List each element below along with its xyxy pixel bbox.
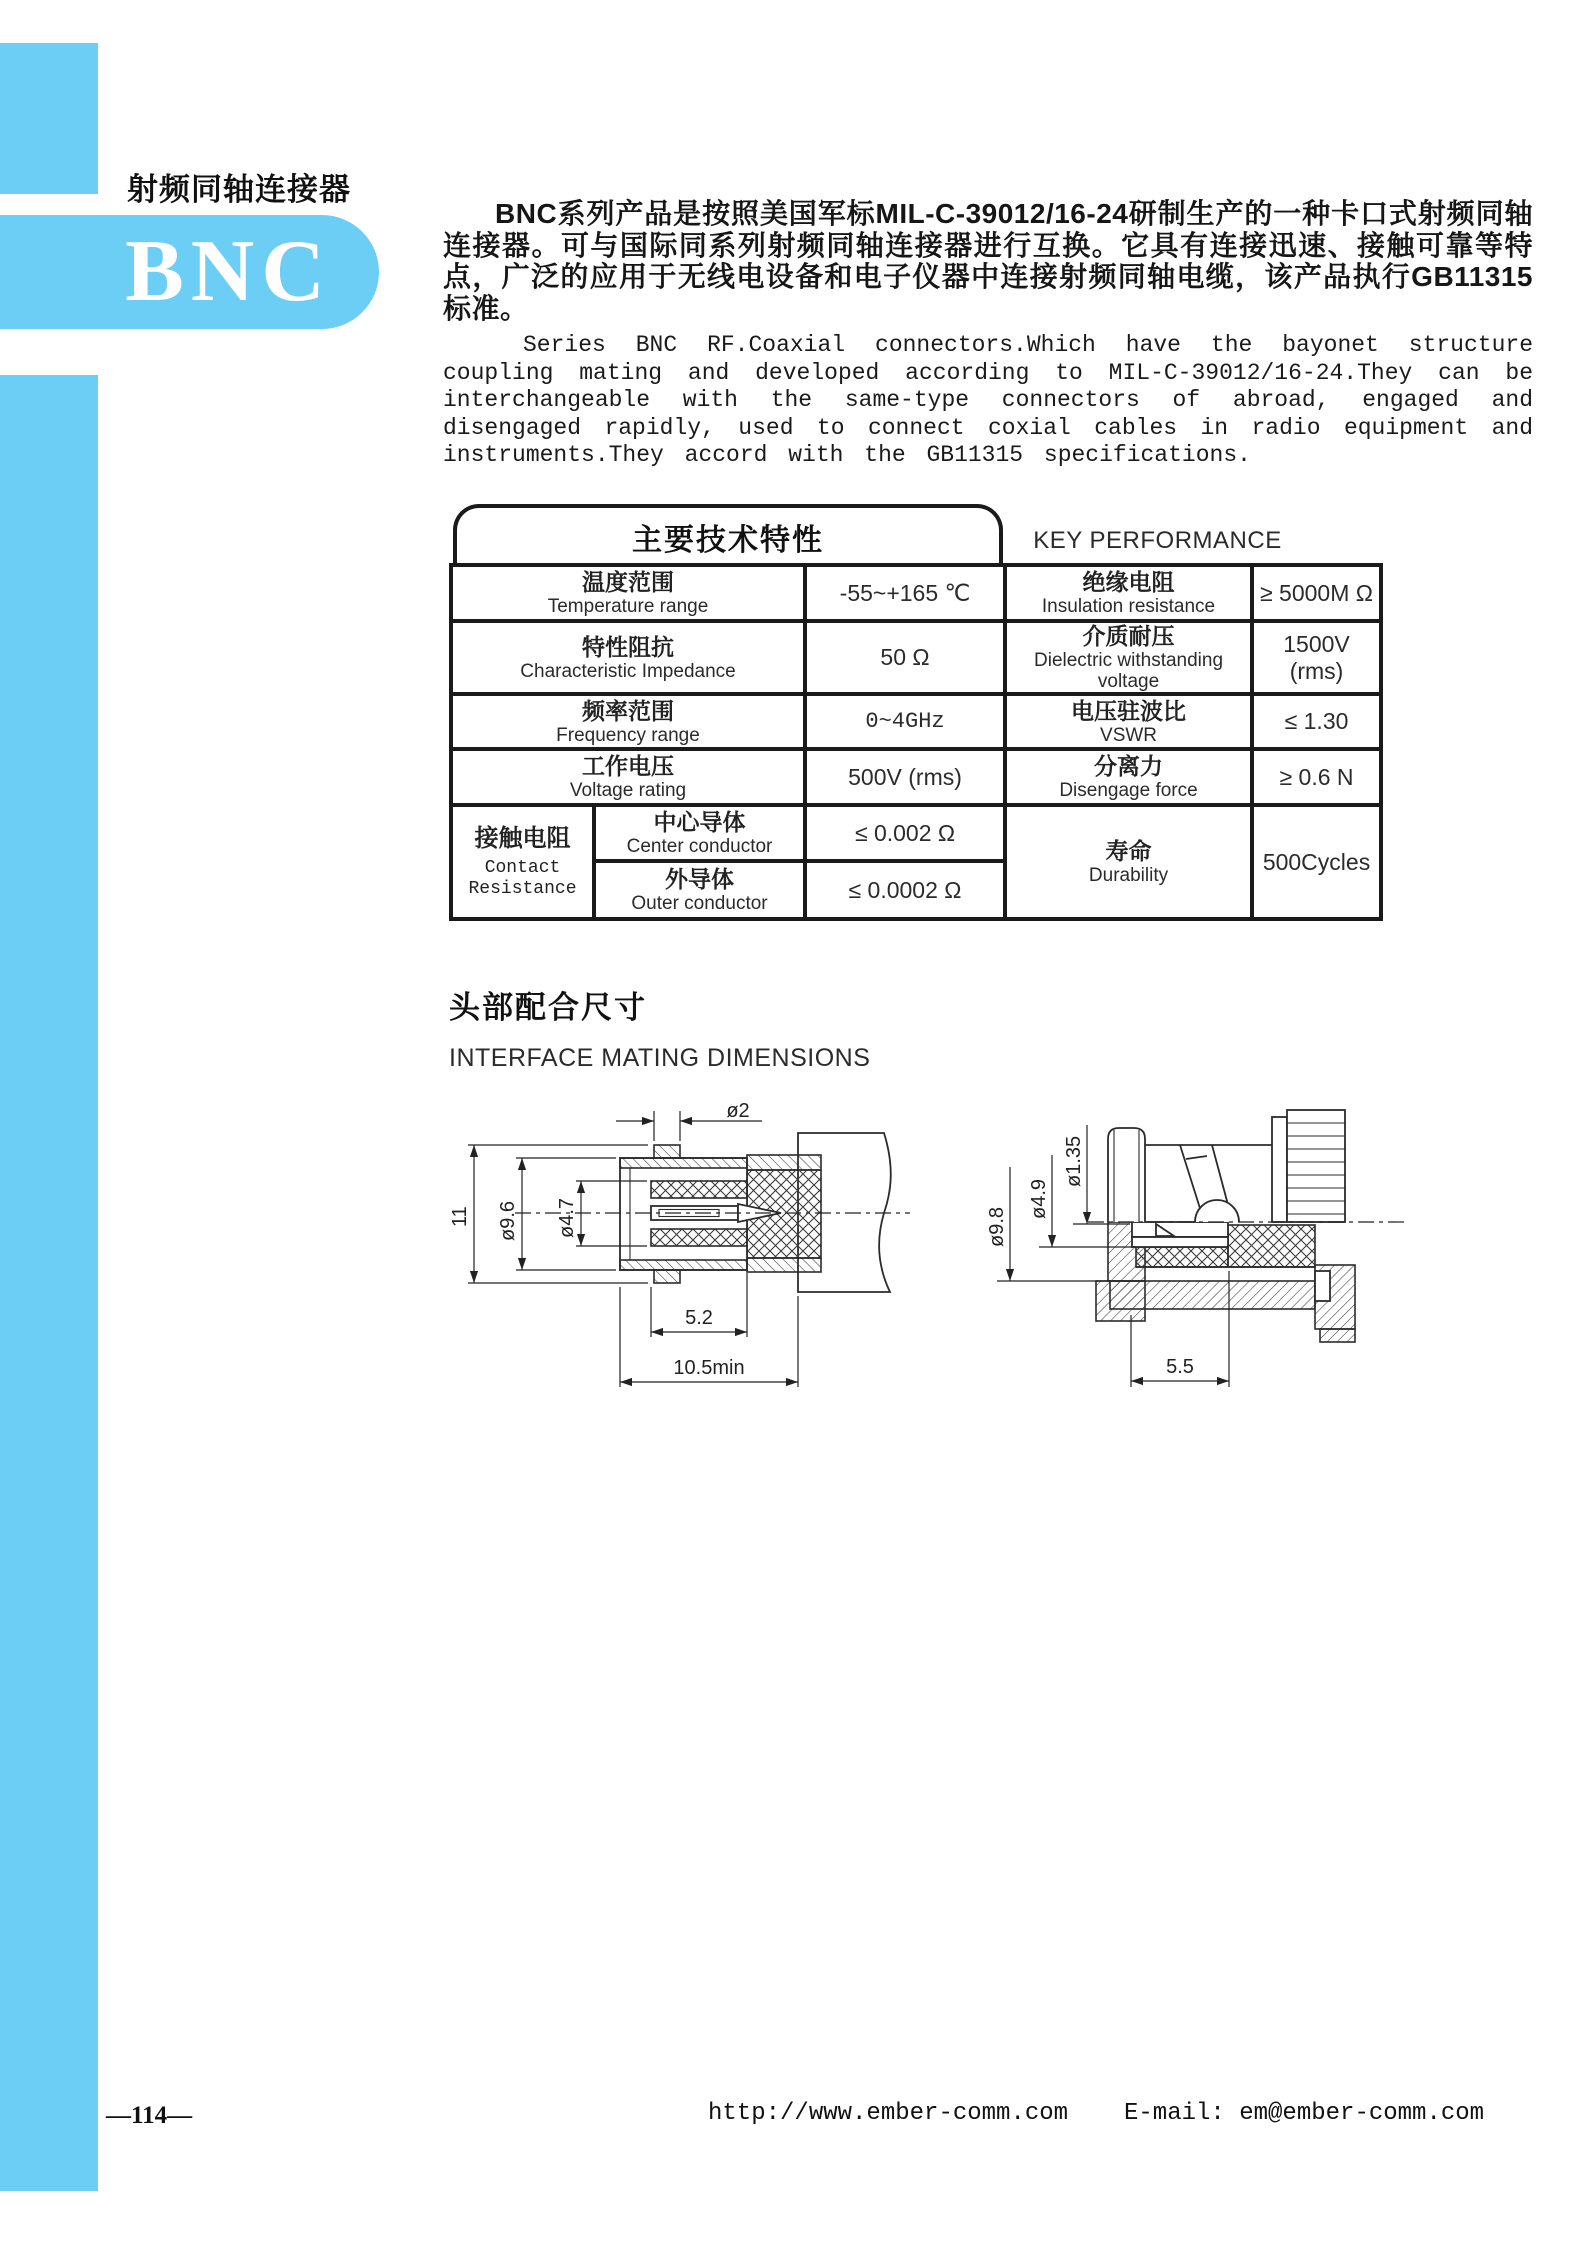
dim-label-jack-shell-dia: ø9.8 (986, 1206, 1008, 1247)
param-disengage-force: 分离力 Disengage force (1005, 749, 1252, 805)
accent-side-strip (0, 375, 98, 2191)
dim-label-plug-insulator-depth: 5.2 (685, 1307, 713, 1329)
key-performance-label: KEY PERFORMANCE (1033, 527, 1282, 554)
value-dielectric-voltage: 1500V (rms) (1252, 621, 1381, 694)
value-center-conductor: ≤ 0.002 Ω (805, 805, 1005, 861)
dim-label-plug-pin-dia: ø2 (726, 1100, 750, 1122)
jack-interface-drawing (960, 1075, 1440, 1405)
dim-label-jack-pin-dia: ø1.35 (1063, 1135, 1085, 1187)
row-temperature-range (451, 565, 1381, 621)
param-dielectric-voltage: 介质耐压 Dielectric withstanding voltage (1005, 621, 1252, 694)
value-outer-conductor: ≤ 0.0002 Ω (805, 861, 1005, 919)
plug-interface-drawing (440, 1075, 920, 1400)
plug-body-section (620, 1145, 821, 1283)
intro-block (443, 198, 1533, 470)
series-code: BNC (125, 223, 332, 320)
dim-label-plug-insulator-dia: ø4.7 (556, 1197, 578, 1238)
spec-table-title: 主要技术特性 (453, 504, 1003, 565)
mating-section-title-zh: 头部配合尺寸 (449, 990, 647, 1025)
spec-table (449, 563, 1383, 921)
row-contact-resistance-center (451, 805, 1381, 861)
value-durability: 500Cycles (1252, 805, 1381, 919)
row-frequency-range (451, 694, 1381, 749)
value-impedance: 50 Ω (805, 621, 1005, 694)
mating-section-title-en: INTERFACE MATING DIMENSIONS (449, 1044, 871, 1072)
value-vswr: ≤ 1.30 (1252, 694, 1381, 749)
dim-label-plug-shell-dia: ø9.6 (497, 1200, 519, 1241)
series-banner (0, 215, 379, 329)
param-insulation-resistance: 绝缘电阻 Insulation resistance (1005, 565, 1252, 621)
website-url: http://www.ember-comm.com (708, 2100, 1069, 2127)
param-vswr: 电压驻波比 VSWR (1005, 694, 1252, 749)
plug-center-pin (651, 1206, 738, 1220)
row-voltage-rating (451, 749, 1381, 805)
param-impedance: 特性阻抗 Characteristic Impedance (451, 621, 805, 694)
email-address: E-mail: em@ember-comm.com (1124, 2100, 1485, 2127)
category-title: 射频同轴连接器 (127, 172, 351, 207)
param-frequency-range: 频率范围 Frequency range (451, 694, 805, 749)
dim-label-plug-height: 11 (449, 1206, 471, 1227)
intro-paragraph-zh: BNC系列产品是按照美国军标MIL-C-39012/16-24研制生产的一种卡口式射频同轴连接器。可与国际同系列射频同轴连接器进行互换。它具有连接迅速、接触可靠等特点，广泛的应用于无线电设备和电子仪器中连接射频同轴电缆，该产品执行GB11315标准。 (443, 198, 1533, 324)
param-center-conductor: 中心导体 Center conductor (594, 805, 805, 861)
jack-body-section (1096, 1222, 1355, 1342)
param-durability: 寿命 Durability (1005, 805, 1252, 919)
value-voltage-rating: 500V (rms) (805, 749, 1005, 805)
jack-bayonet-pin (1195, 1200, 1239, 1222)
intro-paragraph-en: Series BNC RF.Coaxial connectors.Which have the bayonet structure coupling mating and developed according to MIL-C-39012/16-24.They can be interchangeable with the same-type connectors of abroad, engaged and disengaged rapidly, used to connect coxial cables in radio equipment and instruments.They accord with the GB11315 specifications. (443, 332, 1533, 469)
jack-top-outline (1108, 1110, 1345, 1222)
dim-label-jack-recess-depth: 5.5 (1166, 1356, 1194, 1378)
param-voltage-rating: 工作电压 Voltage rating (451, 749, 805, 805)
jack-knurled-nut (1287, 1110, 1345, 1222)
row-impedance (451, 621, 1381, 694)
dim-label-plug-engage-length: 10.5min (673, 1357, 745, 1379)
param-temperature-range: 温度范围 Temperature range (451, 565, 805, 621)
dim-label-jack-insulator-dia: ø4.9 (1028, 1178, 1050, 1219)
param-outer-conductor: 外导体 Outer conductor (594, 861, 805, 919)
value-temperature-range: -55~+165 ℃ (805, 565, 1005, 621)
value-disengage-force: ≥ 0.6 N (1252, 749, 1381, 805)
page-number: —114— (106, 2102, 193, 2129)
accent-square (0, 43, 98, 194)
value-insulation-resistance: ≥ 5000M Ω (1252, 565, 1381, 621)
param-contact-resistance: 接触电阻 Contact Resistance (451, 805, 594, 919)
value-frequency-range: 0~4GHz (805, 694, 1005, 749)
